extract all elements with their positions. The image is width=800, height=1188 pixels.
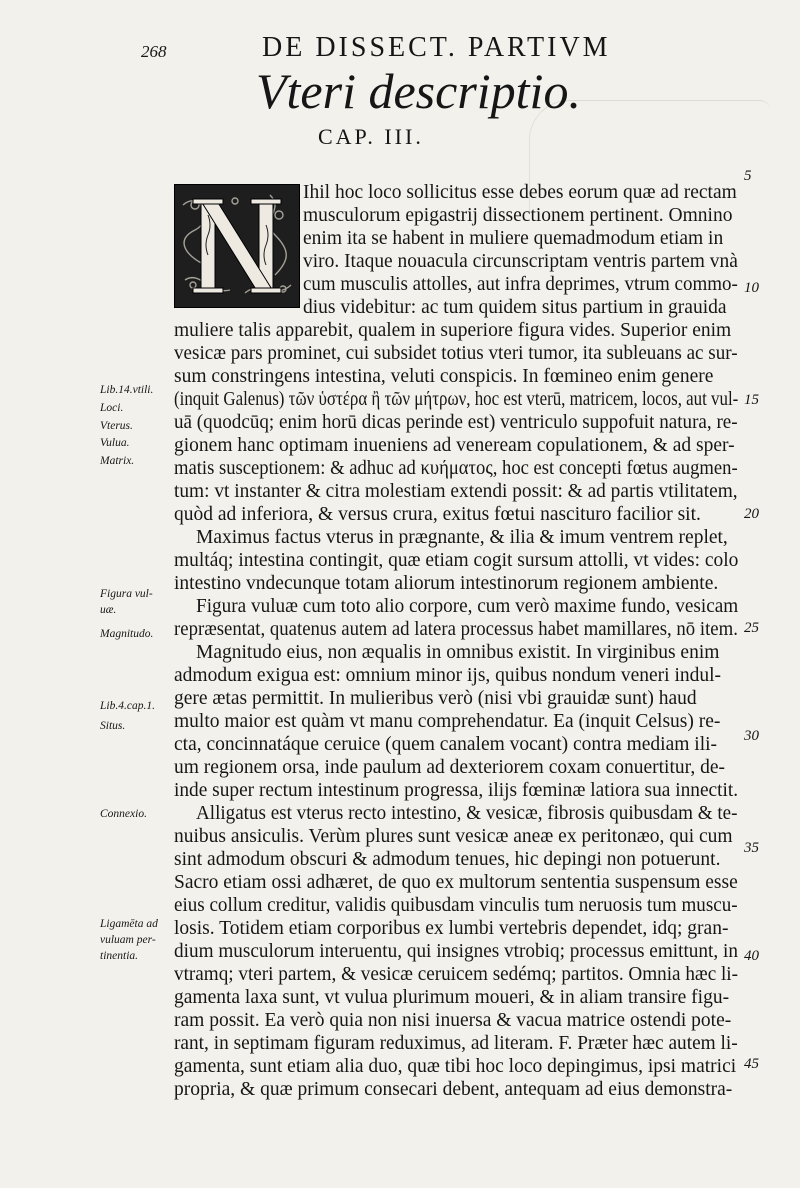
- text-line: ram possit. Ea verò quia non nisi inuersa & vacua matrice ostendi pote-: [174, 1010, 732, 1031]
- text-line: um regionem orsa, inde paulum ad dexteriorem coxam conuertitur, de-: [174, 757, 725, 778]
- page-number: 268: [141, 42, 167, 61]
- text-line: dius videbitur: ac tum quidem situs partium in grauida: [303, 297, 727, 318]
- text-line: sint admodum obscuri & admodum tenues, hic depingi non potuerunt.: [174, 849, 721, 870]
- text-line: matis susceptionem: & adhuc ad κυήματος, hoc est concepti fœtus augmen-: [174, 458, 738, 479]
- text-line: inde super rectum intestinum progressa, ilijs fœminæ latiora sua innectit.: [174, 780, 739, 801]
- chapter-heading: CAP. III.: [318, 124, 424, 149]
- line-number: 15: [744, 392, 759, 408]
- text-line: losis. Totidem etiam corporibus ex lumbi vertebris dependet, idq; gran-: [174, 918, 729, 939]
- text-line: uā (quodcūq; enim horū dicas perinde est) ventriculo suppofuit natura, re-: [174, 412, 738, 433]
- text-line: gionem hanc optimam inueniens ad veneream copulationem, & ad sper-: [174, 435, 735, 456]
- margin-note: Connexio.: [100, 808, 147, 820]
- margin-note: Lib.14.vtili.: [100, 384, 154, 396]
- margin-note: Vulua.: [100, 437, 130, 449]
- line-number: 30: [744, 728, 759, 744]
- text-line: dium musculorum interuentu, qui insignes vtrobiq; processus emittunt, in: [174, 941, 738, 962]
- text-line: tum: vt instanter & citra molestiam extendi possit: & ad partis vtilitatem,: [174, 481, 738, 502]
- text-line: gamenta, sunt etiam alia duo, quæ tibi hoc loco depingimus, ipsi matrici: [174, 1056, 737, 1077]
- margin-note: Ligamēta ad: [100, 918, 158, 930]
- text-line: Sacro etiam ossi adhæret, de quo ex multorum sententia suspensum esse: [174, 872, 738, 893]
- text-line: intestino vndecunque totam aliorum intestinorum regionem ambiente.: [174, 573, 719, 594]
- line-number: 25: [744, 620, 759, 636]
- line-number: 45: [744, 1056, 759, 1072]
- text-line: sum constringens intestina, veluti conspicis. In fœmineo enim genere: [174, 366, 714, 387]
- margin-note: Magnitudo.: [100, 628, 154, 640]
- text-line: quòd ad inferiora, & versus crura, exitus fœtui nasciturо facilior sit.: [174, 504, 701, 525]
- text-line: Ihil hoc loco sollicitus esse debes eorum quæ ad rectam: [303, 182, 737, 203]
- text-line: cum musculis attolles, aut infra deprimes, vtrum commo-: [303, 274, 738, 295]
- margin-note: Matrix.: [100, 455, 135, 467]
- margin-note: Figura vul-: [100, 588, 153, 600]
- text-line: Figura vuluæ cum toto alio corpore, cum verò maxime fundo, vesicam: [196, 596, 739, 617]
- text-line: eius collum creditur, validis quibusdam vinculis tum neruosis tum muscu-: [174, 895, 738, 916]
- text-line: enim ita se habent in muliere quemadmodum etiam in: [303, 228, 724, 249]
- text-line: viro. Itaque nouacula circunscriptam ventris partem vnà: [303, 251, 738, 272]
- line-number: 40: [744, 948, 759, 964]
- page-title: Vteri descriptio.: [256, 63, 581, 119]
- text-line: nuibus ansiculis. Verùm plures sunt vesicæ aneæ ex peritonæo, qui cum: [174, 826, 733, 847]
- text-line: multáq; intestina contingit, quæ etiam cogit sursum attolli, vt vides: colo: [174, 550, 739, 571]
- text-line: vesicæ pars prominet, cui subsidet totius vteri tumor, ita subleuans ac sur-: [174, 343, 738, 364]
- text-line: admodum exigua est: omnium minor ijs, quibus nondum veneri indul-: [174, 665, 722, 686]
- line-number: 35: [744, 840, 759, 856]
- text-line: multo maior est quàm vt manu comprehendatur. Ea (inquit Celsus) re-: [174, 711, 721, 732]
- margin-note: Vterus.: [100, 420, 133, 432]
- margin-note: vuluam per-: [100, 934, 156, 946]
- margin-note: Loci.: [100, 402, 124, 414]
- margin-note: uæ.: [100, 604, 117, 616]
- text-line: Alligatus est vterus recto intestino, & vesicæ, fibrosis quibusdam & te-: [196, 803, 738, 824]
- text-line: repræsentat, quatenus autem ad latera processus habet mamillares, nō item.: [174, 619, 738, 640]
- text-line: muliere talis apparebit, qualem in superiore figura vides. Superior enim: [174, 320, 732, 341]
- text-line: gere ætas permittit. In mulieribus verò (nisi vbi grauidæ sunt) haud: [174, 688, 697, 709]
- text-line: gamenta laxa sunt, vt vulua plurimum moueri, & in aliam transire figu-: [174, 987, 730, 1008]
- text-line: (inquit Galenus) τῶν ὑστέρα ἢ τῶν μήτρων, hoc est vterū, matricem, locos, aut vul-: [174, 389, 739, 410]
- line-number: 20: [744, 506, 759, 522]
- text-line: Magnitudo eius, non æqualis in omnibus existit. In virginibus enim: [196, 642, 720, 663]
- text-line: propria, & quæ primum consecari debent, antequam ad eius demonstra-: [174, 1079, 733, 1100]
- margin-note: Lib.4.cap.1.: [100, 700, 155, 712]
- text-line: vtramq; vteri partem, & vesicæ ceruicem sedémq; partitos. Omnia hæc li-: [174, 964, 739, 985]
- line-number: 5: [744, 168, 752, 184]
- ornamental-initial-icon: [174, 184, 300, 308]
- line-number: 10: [744, 280, 759, 296]
- text-line: Maximus factus vterus in prægnante, & ilia & imum ventrem replet,: [196, 527, 728, 548]
- margin-note: Situs.: [100, 720, 126, 732]
- text-line: cta, concinnatáque ceruice (quem canalem vocant) contra mediam ili-: [174, 734, 718, 755]
- running-head: DE DISSECT. PARTIVM: [262, 32, 611, 63]
- text-line: musculorum epigastrij dissectionem pertinent. Omnino: [303, 205, 733, 226]
- text-line: rant, in septimam figuram reduximus, ad literam. F. Præter hæc autem li-: [174, 1033, 738, 1054]
- margin-note: tinentia.: [100, 950, 139, 962]
